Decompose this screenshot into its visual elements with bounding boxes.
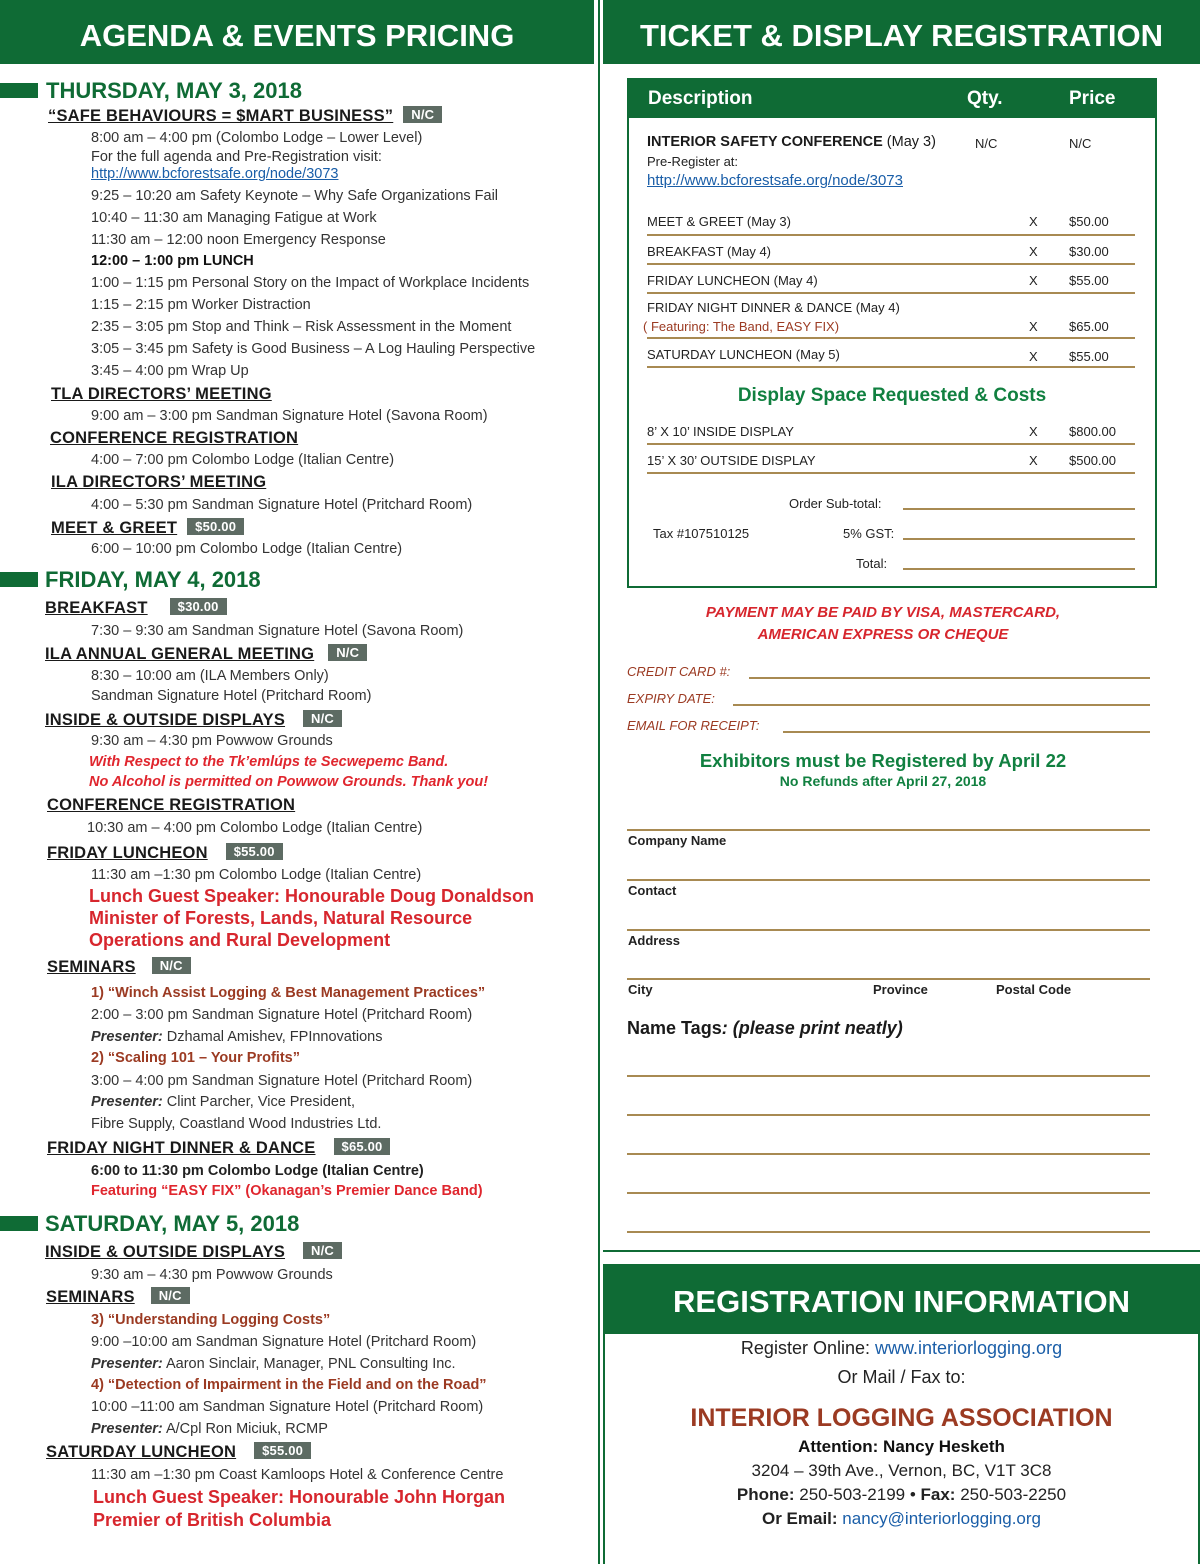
price-badge: $50.00	[187, 518, 244, 535]
ticket-row-price: $55.00	[1069, 349, 1109, 364]
agenda-line: 9:30 am – 4:30 pm Powwow Grounds	[91, 1267, 333, 1283]
agenda-banner	[0, 0, 594, 64]
registration-title: TICKET & DISPLAY REGISTRATION	[639, 18, 1164, 53]
speaker-line: Minister of Forests, Lands, Natural Resource	[89, 908, 473, 928]
subtotal-label: Order Sub-total:	[789, 496, 882, 511]
name-tag-line[interactable]	[627, 1231, 1150, 1233]
ticket-row-qty[interactable]: X	[1029, 273, 1038, 288]
company-label: Company Name	[628, 833, 727, 848]
display-space-title: Display Space Requested & Costs	[737, 385, 1047, 406]
company-field[interactable]	[627, 829, 1150, 831]
ticket-row-qty[interactable]: X	[1029, 319, 1038, 334]
email-line: Or Email: nancy@interiorlogging.org	[761, 1509, 1042, 1528]
tla-meeting-title: TLA DIRECTORS’ MEETING	[51, 385, 272, 403]
row-rule	[647, 292, 1135, 294]
payment-notice-1: PAYMENT MAY BE PAID BY VISA, MASTERCARD,	[705, 604, 1061, 621]
agenda-line: 8:00 am – 4:00 pm (Colombo Lodge – Lower Level)	[91, 130, 423, 146]
display-row-qty[interactable]: X	[1029, 424, 1038, 439]
agenda-line: 10:30 am – 4:00 pm Colombo Lodge (Italian Centre)	[87, 820, 423, 836]
forestsafe-link[interactable]: http://www.bcforestsafe.org/node/3073	[91, 166, 339, 182]
display-row-qty[interactable]: X	[1029, 453, 1038, 468]
display-row-price: $800.00	[1069, 424, 1116, 439]
col-price: Price	[1069, 88, 1116, 109]
saturday-luncheon-title: SATURDAY LUNCHEON $55.00	[46, 1442, 311, 1462]
agenda-column	[0, 0, 595, 1564]
agenda-line: 9:25 – 10:20 am Safety Keynote – Why Safe Organizations Fail	[91, 188, 499, 204]
ticket-row-qty[interactable]: X	[1029, 349, 1038, 364]
ticket-row-qty[interactable]: X	[1029, 214, 1038, 229]
agenda-line: Fibre Supply, Coastland Wood Industries Ltd.	[91, 1116, 382, 1132]
ticket-form-box	[627, 78, 1157, 588]
featuring-line: Featuring “EASY FIX” (Okanagan’s Premier Dance Band)	[91, 1183, 483, 1199]
day-marker	[0, 1216, 38, 1231]
day-marker	[0, 572, 38, 587]
ticket-row-sub: ( Featuring: The Band, EASY FIX)	[643, 319, 840, 334]
address-line: 3204 – 39th Ave., Vernon, BC, V1T 3C8	[751, 1461, 1052, 1480]
presenter-line: Presenter: Aaron Sinclair, Manager, PNL Consulting Inc.	[91, 1356, 456, 1372]
meet-greet-title: MEET & GREET $50.00	[51, 518, 244, 538]
org-name: INTERIOR LOGGING ASSOCIATION	[690, 1404, 1113, 1432]
payment-notice-2: AMERICAN EXPRESS OR CHEQUE	[757, 626, 1009, 643]
seminars-title: SEMINARS N/C	[47, 957, 191, 977]
reginfo-banner	[603, 1264, 1200, 1334]
credit-card-field[interactable]	[749, 677, 1150, 679]
agenda-line: 11:30 am –1:30 pm Colombo Lodge (Italian Centre)	[91, 867, 422, 883]
registration-banner	[603, 0, 1200, 64]
price-badge: $65.00	[334, 1138, 391, 1155]
agenda-line: For the full agenda and Pre-Registration visit:	[91, 149, 382, 165]
seminar-title: 2) “Scaling 101 – Your Profits”	[91, 1050, 300, 1066]
alcohol-notice: No Alcohol is permitted on Powwow Grounds. Thank you!	[89, 774, 489, 790]
seminar-title: 3) “Understanding Logging Costs”	[91, 1312, 331, 1328]
displays-title: INSIDE & OUTSIDE DISPLAYS N/C	[45, 710, 342, 730]
reginfo-title: REGISTRATION INFORMATION	[673, 1284, 1130, 1319]
price-badge: N/C	[303, 710, 342, 727]
ticket-row-desc: FRIDAY LUNCHEON (May 4)	[647, 273, 818, 288]
agenda-line: 9:30 am – 4:30 pm Powwow Grounds	[91, 733, 333, 749]
row-rule	[647, 366, 1135, 368]
pre-register-link[interactable]: http://www.bcforestsafe.org/node/3073	[647, 172, 903, 189]
contact-field[interactable]	[627, 879, 1150, 881]
conference-registration-title: CONFERENCE REGISTRATION	[50, 429, 299, 447]
agenda-line: 4:00 – 7:00 pm Colombo Lodge (Italian Centre)	[91, 452, 395, 468]
credit-card-label: CREDIT CARD #:	[627, 664, 731, 679]
ticket-row-desc: BREAKFAST (May 4)	[647, 244, 772, 259]
speaker-line: Operations and Rural Development	[89, 930, 391, 950]
agenda-line: 9:00 am – 3:00 pm Sandman Signature Hotel (Savona Room)	[91, 408, 488, 424]
dinner-dance-title: FRIDAY NIGHT DINNER & DANCE $65.00	[47, 1138, 390, 1158]
expiry-field[interactable]	[733, 704, 1150, 706]
row-rule	[647, 443, 1135, 445]
breakfast-title: BREAKFAST $30.00	[45, 598, 227, 618]
expiry-label: EXPIRY DATE:	[627, 691, 715, 706]
agenda-line: 3:00 – 4:00 pm Sandman Signature Hotel (Pritchard Room)	[91, 1073, 473, 1089]
email-link[interactable]: nancy@interiorlogging.org	[842, 1509, 1042, 1528]
name-tag-line[interactable]	[627, 1192, 1150, 1194]
email-receipt-label: EMAIL FOR RECEIPT:	[627, 718, 760, 733]
col-qty: Qty.	[967, 88, 1003, 109]
agenda-line: 11:30 am – 12:00 noon Emergency Response	[91, 232, 386, 248]
agenda-line: Sandman Signature Hotel (Pritchard Room)	[91, 688, 372, 704]
row-rule	[647, 263, 1135, 265]
refund-notice: No Refunds after April 27, 2018	[779, 773, 987, 789]
isc-price: N/C	[1069, 136, 1092, 151]
exhibitors-deadline: Exhibitors must be Registered by April 22	[699, 750, 1067, 771]
price-badge: N/C	[303, 1242, 342, 1259]
column-divider	[598, 0, 600, 1564]
name-tags-heading: Name Tags: (please print neatly)	[627, 1018, 903, 1038]
speaker-line: Lunch Guest Speaker: Honourable Doug Donaldson	[89, 886, 535, 906]
province-label: Province	[873, 982, 928, 997]
agenda-line: 4:00 – 5:30 pm Sandman Signature Hotel (Pritchard Room)	[91, 497, 473, 513]
safe-behaviours-title: “SAFE BEHAVIOURS = $MART BUSINESS” N/C	[48, 106, 442, 126]
agenda-line: 3:45 – 4:00 pm Wrap Up	[91, 363, 249, 379]
agenda-line: 1:15 – 2:15 pm Worker Distraction	[91, 297, 311, 313]
gst-label: 5% GST:	[843, 526, 895, 541]
friday-heading: FRIDAY, MAY 4, 2018	[45, 567, 261, 592]
attention-line: Attention: Nancy Hesketh	[798, 1437, 1005, 1456]
day-marker	[0, 83, 38, 98]
speaker-line: Premier of British Columbia	[93, 1510, 332, 1530]
total-field[interactable]	[903, 568, 1135, 570]
section-rule	[603, 1250, 1200, 1252]
gst-field[interactable]	[903, 538, 1135, 540]
displays-title: INSIDE & OUTSIDE DISPLAYS N/C	[45, 1242, 342, 1262]
row-rule	[647, 234, 1135, 236]
agenda-title: AGENDA & EVENTS PRICING	[79, 18, 515, 53]
row-rule	[647, 472, 1135, 474]
agenda-line: 8:30 – 10:00 am (ILA Members Only)	[91, 668, 329, 684]
seminars-title: SEMINARS N/C	[46, 1287, 190, 1307]
display-row-price: $500.00	[1069, 453, 1116, 468]
email-receipt-field[interactable]	[783, 731, 1150, 733]
presenter-line: Presenter: A/Cpl Ron Miciuk, RCMP	[91, 1421, 328, 1437]
agenda-line: 3:05 – 3:45 pm Safety is Good Business – A Log Hauling Perspective	[91, 341, 536, 357]
subtotal-field[interactable]	[903, 508, 1135, 510]
price-badge: N/C	[152, 957, 191, 974]
city-field[interactable]	[627, 978, 1150, 980]
ticket-row-price: $55.00	[1069, 273, 1109, 288]
agenda-line: 7:30 – 9:30 am Sandman Signature Hotel (Savona Room)	[91, 623, 464, 639]
conference-registration-title: CONFERENCE REGISTRATION	[47, 796, 296, 814]
ticket-row-price: $30.00	[1069, 244, 1109, 259]
phone-fax-line: Phone: 250-503-2199 • Fax: 250-503-2250	[736, 1485, 1067, 1504]
saturday-heading: SATURDAY, MAY 5, 2018	[45, 1211, 300, 1236]
address-label: Address	[628, 933, 681, 948]
thursday-heading: THURSDAY, MAY 3, 2018	[46, 78, 302, 103]
agm-title: ILA ANNUAL GENERAL MEETING N/C	[45, 644, 367, 664]
website-link[interactable]: www.interiorlogging.org	[874, 1338, 1063, 1358]
seminar-title: 4) “Detection of Impairment in the Field and on the Road”	[91, 1377, 487, 1393]
mail-fax-line: Or Mail / Fax to:	[837, 1367, 966, 1387]
display-row-desc: 8’ X 10’ INSIDE DISPLAY	[647, 424, 794, 439]
display-row-desc: 15’ X 30’ OUTSIDE DISPLAY	[647, 453, 816, 468]
row-rule	[647, 337, 1135, 339]
agenda-line: 6:00 – 10:00 pm Colombo Lodge (Italian Centre)	[91, 541, 403, 557]
presenter-line: Presenter: Clint Parcher, Vice President,	[91, 1094, 356, 1110]
ticket-table-header	[629, 80, 1155, 118]
agenda-line: 2:35 – 3:05 pm Stop and Think – Risk Assessment in the Moment	[91, 319, 512, 335]
price-badge: N/C	[151, 1287, 190, 1304]
respect-notice: With Respect to the Tk’emlúps te Secwepemc Band.	[89, 754, 449, 770]
price-badge: $55.00	[226, 843, 283, 860]
name-tag-line[interactable]	[627, 1075, 1150, 1077]
contact-label: Contact	[628, 883, 677, 898]
ila-directors-title: ILA DIRECTORS’ MEETING	[51, 473, 267, 491]
pre-register-label: Pre-Register at:	[647, 154, 739, 169]
reginfo-left-border	[603, 1264, 605, 1564]
registration-column	[603, 0, 1200, 1564]
price-badge: $55.00	[254, 1442, 311, 1459]
tax-number: Tax #107510125	[653, 526, 750, 541]
col-description: Description	[648, 88, 753, 109]
register-online: Register Online: www.interiorlogging.org	[740, 1338, 1063, 1358]
total-label: Total:	[856, 556, 888, 571]
ticket-row-desc: MEET & GREET (May 3)	[647, 214, 791, 229]
ticket-row-desc: FRIDAY NIGHT DINNER & DANCE (May 4)	[647, 300, 900, 315]
postal-code-label: Postal Code	[996, 982, 1072, 997]
price-badge: N/C	[328, 644, 367, 661]
ticket-row-price: $50.00	[1069, 214, 1109, 229]
name-tag-line[interactable]	[627, 1153, 1150, 1155]
name-tag-line[interactable]	[627, 1114, 1150, 1116]
presenter-line: Presenter: Dzhamal Amishev, FPInnovations	[91, 1029, 383, 1045]
city-label: City	[628, 982, 653, 997]
price-badge: $30.00	[170, 598, 227, 615]
address-field[interactable]	[627, 929, 1150, 931]
agenda-line: 2:00 – 3:00 pm Sandman Signature Hotel (Pritchard Room)	[91, 1007, 473, 1023]
agenda-line: 10:40 – 11:30 am Managing Fatigue at Work	[91, 210, 377, 226]
speaker-line: Lunch Guest Speaker: Honourable John Horgan	[93, 1487, 506, 1507]
ticket-row-price: $65.00	[1069, 319, 1109, 334]
agenda-line: 6:00 to 11:30 pm Colombo Lodge (Italian Centre)	[91, 1163, 424, 1179]
agenda-line: 11:30 am –1:30 pm Coast Kamloops Hotel & Conference Centre	[91, 1467, 504, 1483]
agenda-line: 10:00 –11:00 am Sandman Signature Hotel (Pritchard Room)	[91, 1399, 484, 1415]
isc-row: INTERIOR SAFETY CONFERENCE (May 3)	[647, 134, 936, 150]
isc-qty: N/C	[975, 136, 998, 151]
ticket-row-qty[interactable]: X	[1029, 244, 1038, 259]
agenda-line: 9:00 –10:00 am Sandman Signature Hotel (Pritchard Room)	[91, 1334, 477, 1350]
friday-luncheon-title: FRIDAY LUNCHEON $55.00	[47, 843, 283, 863]
agenda-line: 12:00 – 1:00 pm LUNCH	[91, 253, 254, 269]
agenda-line: 1:00 – 1:15 pm Personal Story on the Impact of Workplace Incidents	[91, 275, 530, 291]
ticket-row-desc: SATURDAY LUNCHEON (May 5)	[647, 347, 840, 362]
price-badge: N/C	[403, 106, 442, 123]
seminar-title: 1) “Winch Assist Logging & Best Management Practices”	[91, 985, 486, 1001]
